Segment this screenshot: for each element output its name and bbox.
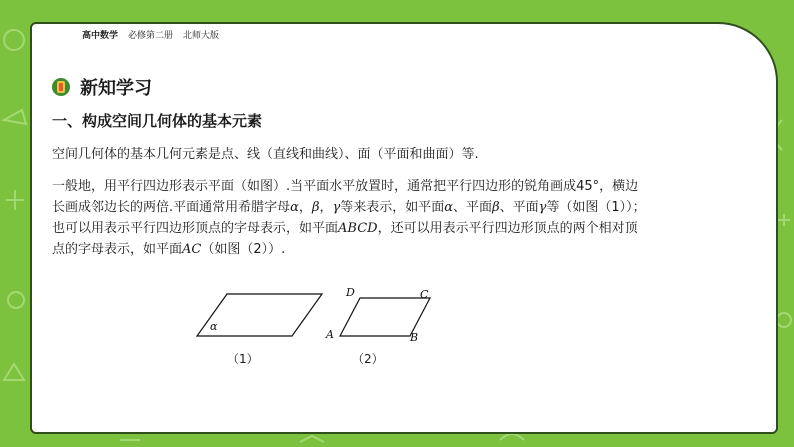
- text: 、平面: [453, 200, 493, 215]
- text: 、平面: [499, 200, 539, 215]
- math-gamma: γ: [332, 200, 341, 215]
- section-title: [52, 74, 152, 100]
- book-label: 必修第二册: [128, 31, 174, 41]
- text: ，还可以用表示平行四边形顶点的两个相对顶: [377, 221, 638, 236]
- caption-figure-2: （2）: [352, 352, 384, 366]
- line-4: [52, 239, 752, 260]
- line-1: 一般地，用平行四边形表示平面（如图）.当平面水平放置时，通常把平行四边形的锐角画成45°，横边: [52, 179, 639, 194]
- math-ac: AC: [182, 242, 202, 257]
- label-alpha: α: [210, 320, 218, 333]
- text: ，: [298, 200, 312, 215]
- text: 等来表示，如平面: [340, 200, 445, 215]
- math-abcd: ABCD: [338, 221, 378, 236]
- label-D: D: [346, 286, 355, 299]
- text: ，: [319, 200, 333, 215]
- math-alpha: α: [290, 200, 299, 215]
- paragraph-elements: 空间几何体的基本几何元素是点、线（直线和曲线）、面（平面和曲面）等.: [52, 147, 479, 162]
- line-2: [52, 197, 752, 218]
- paragraph-representation: [52, 176, 752, 260]
- pencil-badge-icon: [52, 78, 70, 96]
- math-gamma: γ: [538, 200, 547, 215]
- section-label: 新知学习: [80, 78, 152, 99]
- line-3: [52, 218, 752, 239]
- text: 长画成邻边长的两倍.平面通常用希腊字母: [52, 200, 291, 215]
- label-B: B: [410, 331, 419, 344]
- slide-card: [30, 22, 778, 434]
- text: 等（如图（1））；: [546, 200, 646, 215]
- label-C: C: [420, 288, 429, 301]
- edition-label: 北师大版: [183, 31, 220, 41]
- math-beta: β: [311, 200, 320, 215]
- text: 也可以用表示平行四边形顶点的字母表示，如平面: [52, 221, 339, 236]
- math-alpha: α: [444, 200, 454, 215]
- caption-figure-1: （1）: [227, 352, 259, 366]
- label-A: A: [326, 328, 334, 341]
- subject-label: 高中数学: [82, 31, 119, 41]
- text: （如图（2））.: [201, 242, 286, 257]
- text: 点的字母表示，如平面: [52, 242, 183, 257]
- subheading: 一、构成空间几何体的基本元素: [52, 112, 263, 130]
- parallelogram-figures: [172, 286, 432, 376]
- math-beta: β: [492, 200, 500, 215]
- course-header: [82, 28, 219, 41]
